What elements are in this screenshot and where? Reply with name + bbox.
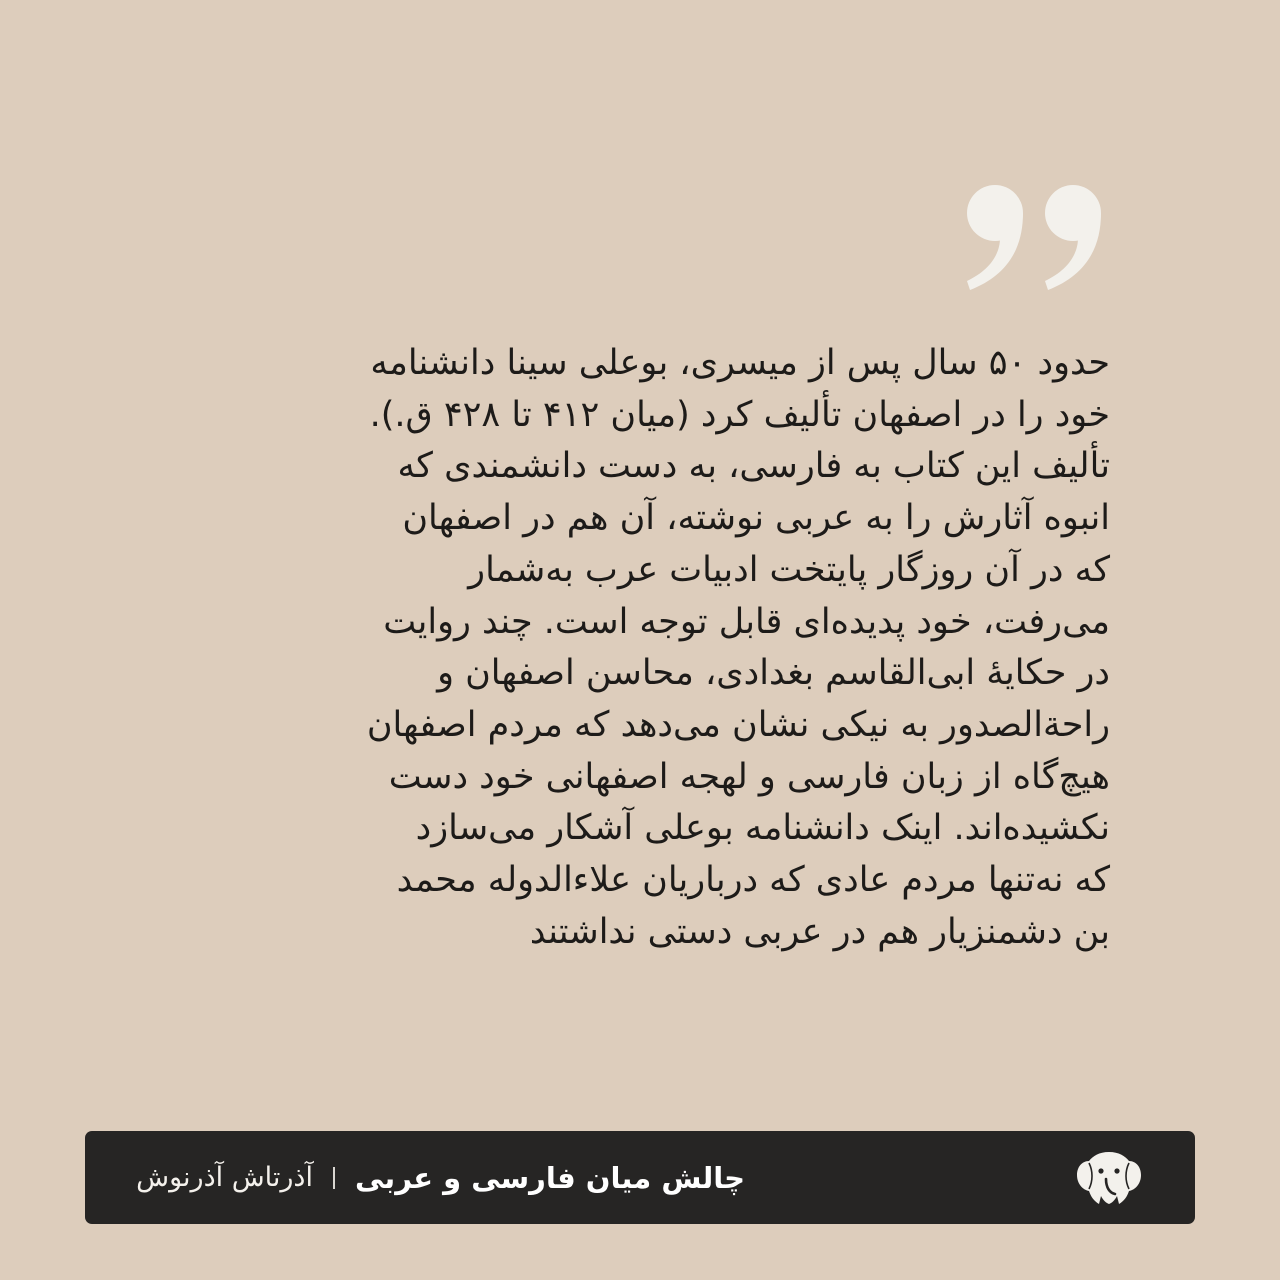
- footer-bar: [85, 1131, 1195, 1224]
- quote-line: خود را در اصفهان تألیف کرد (میان ۴۱۲ تا ۴۲۸ ق.).: [369, 394, 1110, 435]
- quote-line: در حکایهٔ ابی‌القاسم بغدادی، محاسن اصفهان و: [437, 653, 1110, 694]
- quote-line: که نه‌تنها مردم عادی که درباریان علاءالدوله محمد: [396, 860, 1110, 901]
- footer-caption: [136, 1131, 745, 1224]
- quote-line: نکشیده‌اند. اینک دانشنامه بوعلی آشکار می‌سازد: [415, 808, 1110, 849]
- quote-line: می‌رفت، خود پدیده‌ای قابل توجه است. چند روایت: [383, 601, 1110, 642]
- footer-divider: [333, 1167, 335, 1189]
- series-title: چالش میان فارسی و عربی: [354, 1160, 745, 1195]
- elephant-logo-icon: [1075, 1149, 1143, 1207]
- quote-text: [160, 338, 1110, 958]
- quote-line: بن دشمنزیار هم در عربی دستی نداشتند: [529, 911, 1110, 952]
- quote-line: که در آن روزگار پایتخت ادبیات عرب به‌شمار: [468, 549, 1110, 590]
- quote-line: هیچ‌گاه از زبان فارسی و لهجه اصفهانی خود دست: [388, 756, 1110, 797]
- author-name: آذرتاش آذرنوش: [136, 1162, 313, 1193]
- quote-line: تألیف این کتاب به فارسی، به دست دانشمندی که: [397, 446, 1110, 487]
- quote-mark-icon: [960, 180, 1120, 300]
- quote-line: انبوه آثارش را به عربی نوشته، آن هم در اصفهان: [402, 498, 1110, 539]
- quote-line: حدود ۵۰ سال پس از میسری، بوعلی سینا دانشنامه: [370, 343, 1110, 383]
- quote-line: راحة‌الصدور به نیکی نشان می‌دهد که مردم اصفهان: [366, 704, 1110, 745]
